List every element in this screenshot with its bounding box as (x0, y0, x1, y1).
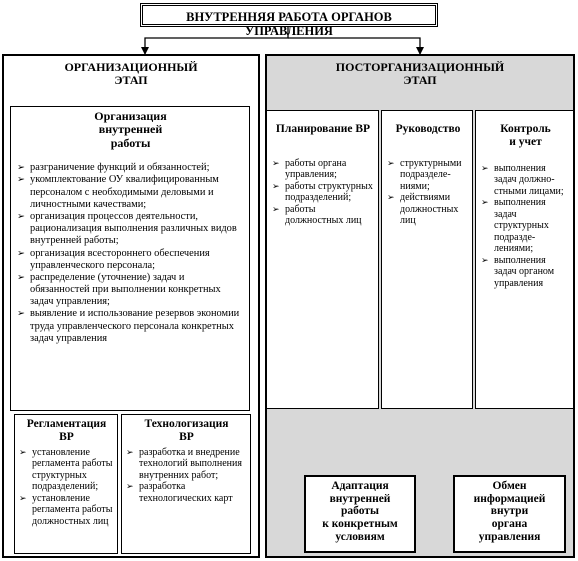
list-item-text: распределение (уточнение) задач и обязанностей при выполнении конкретных задач управления; (30, 271, 221, 308)
info-exchange-box: Обмен информацией внутри органа управления (453, 475, 566, 553)
bullet-arrow-icon: ➢ (481, 254, 489, 265)
list-item (272, 181, 374, 204)
planning-column (266, 110, 379, 409)
list-item (17, 308, 244, 345)
bullet-arrow-icon: ➢ (481, 197, 489, 208)
list-item (481, 255, 570, 290)
technology-box (121, 414, 251, 554)
list-item-text: работы органа управления; (285, 157, 347, 181)
leadership-list (387, 158, 469, 227)
list-item (19, 447, 114, 493)
list-item (126, 481, 247, 504)
technology-list (126, 447, 247, 505)
list-item (17, 272, 244, 309)
diagram-title: ВНУТРЕННЯЯ РАБОТА ОРГАНОВ УПРАВЛЕНИЯ (140, 3, 438, 27)
list-item (17, 211, 244, 248)
bullet-arrow-icon: ➢ (17, 174, 25, 186)
planning-title: Планирование ВР (275, 123, 371, 135)
list-item-text: организация процессов деятельности, рационализация выполнения различных видов внутренней работы; (30, 211, 237, 247)
bullet-arrow-icon: ➢ (19, 446, 27, 457)
list-item (126, 447, 247, 482)
control-column (475, 110, 574, 409)
bullet-arrow-icon: ➢ (17, 308, 25, 320)
internal-work-organization-box (10, 106, 250, 411)
regulation-title: Регламентация ВР (26, 418, 107, 443)
regulation-list (19, 447, 114, 528)
list-item-text: укомплектование ОУ квалифицированным персоналом с необходимыми деловыми и личностными качествами; (30, 174, 219, 210)
list-item (481, 197, 570, 255)
bullet-arrow-icon: ➢ (272, 203, 280, 214)
control-title: Контроль и учет (500, 123, 551, 148)
bullet-arrow-icon: ➢ (17, 162, 25, 174)
list-item-text: работы должностных лиц (285, 203, 362, 227)
organizational-stage-title: ОРГАНИЗАЦИОННЫЙ ЭТАП (64, 60, 198, 88)
bullet-arrow-icon: ➢ (126, 481, 134, 492)
bullet-arrow-icon: ➢ (17, 271, 25, 283)
list-item-text: выполнения задач структурных подразде- лениями; (494, 197, 549, 255)
list-item (387, 192, 469, 227)
list-item-text: выполнения задач должно- стными лицами; (494, 162, 564, 197)
bullet-arrow-icon: ➢ (272, 157, 280, 168)
list-item-text: организация всестороннего обеспечения управленческого персонала; (30, 247, 210, 271)
connector-title-right (288, 38, 420, 54)
list-item-text: выявление и использование резервов экономии труда управленческого персонала конкретных задач управления (30, 308, 240, 344)
internal-work-organization-list (17, 162, 244, 345)
leadership-column (381, 110, 473, 409)
planning-list (272, 158, 374, 227)
list-item-text: структурными подразделе- ниями; (400, 157, 462, 192)
list-item-text: действиями должностных лиц (400, 192, 459, 227)
bullet-arrow-icon: ➢ (272, 180, 280, 191)
list-item-text: установление регламента работы должностных лиц (32, 492, 113, 527)
list-item (17, 174, 244, 211)
list-item (387, 158, 469, 193)
list-item-text: разграничение функций и обязанностей; (30, 162, 210, 174)
bullet-arrow-icon: ➢ (17, 247, 25, 259)
bullet-arrow-icon: ➢ (387, 192, 395, 203)
list-item-text: работы структурных подразделений; (285, 180, 373, 204)
bullet-arrow-icon: ➢ (481, 162, 489, 173)
bullet-arrow-icon: ➢ (17, 211, 25, 222)
leadership-title: Руководство (395, 123, 461, 135)
list-item (17, 248, 244, 272)
bullet-arrow-icon: ➢ (387, 157, 395, 168)
control-list (481, 163, 570, 290)
technology-title: Технологизация ВР (144, 418, 229, 443)
regulation-box (14, 414, 118, 554)
list-item-text: разработка и внедрение технологий выполнения внутренних работ; (139, 446, 242, 481)
post-organizational-stage-title: ПОСТОРГАНИЗАЦИОННЫЙ ЭТАП (335, 60, 505, 88)
bullet-arrow-icon: ➢ (19, 492, 27, 503)
list-item-text: установление регламента работы структурных подразделений; (32, 446, 113, 493)
list-item (17, 162, 244, 174)
adaptation-box: Адаптация внутренней работы к конкретным условиям (304, 475, 416, 553)
list-item (19, 493, 114, 528)
list-item (481, 163, 570, 198)
list-item-text: выполнения задач органом управления (494, 254, 555, 289)
list-item (272, 158, 374, 181)
internal-work-organization-title: Организация внутренней работы (94, 109, 167, 150)
list-item (272, 204, 374, 227)
bullet-arrow-icon: ➢ (126, 446, 134, 457)
list-item-text: разработка технологических карт (139, 481, 233, 504)
